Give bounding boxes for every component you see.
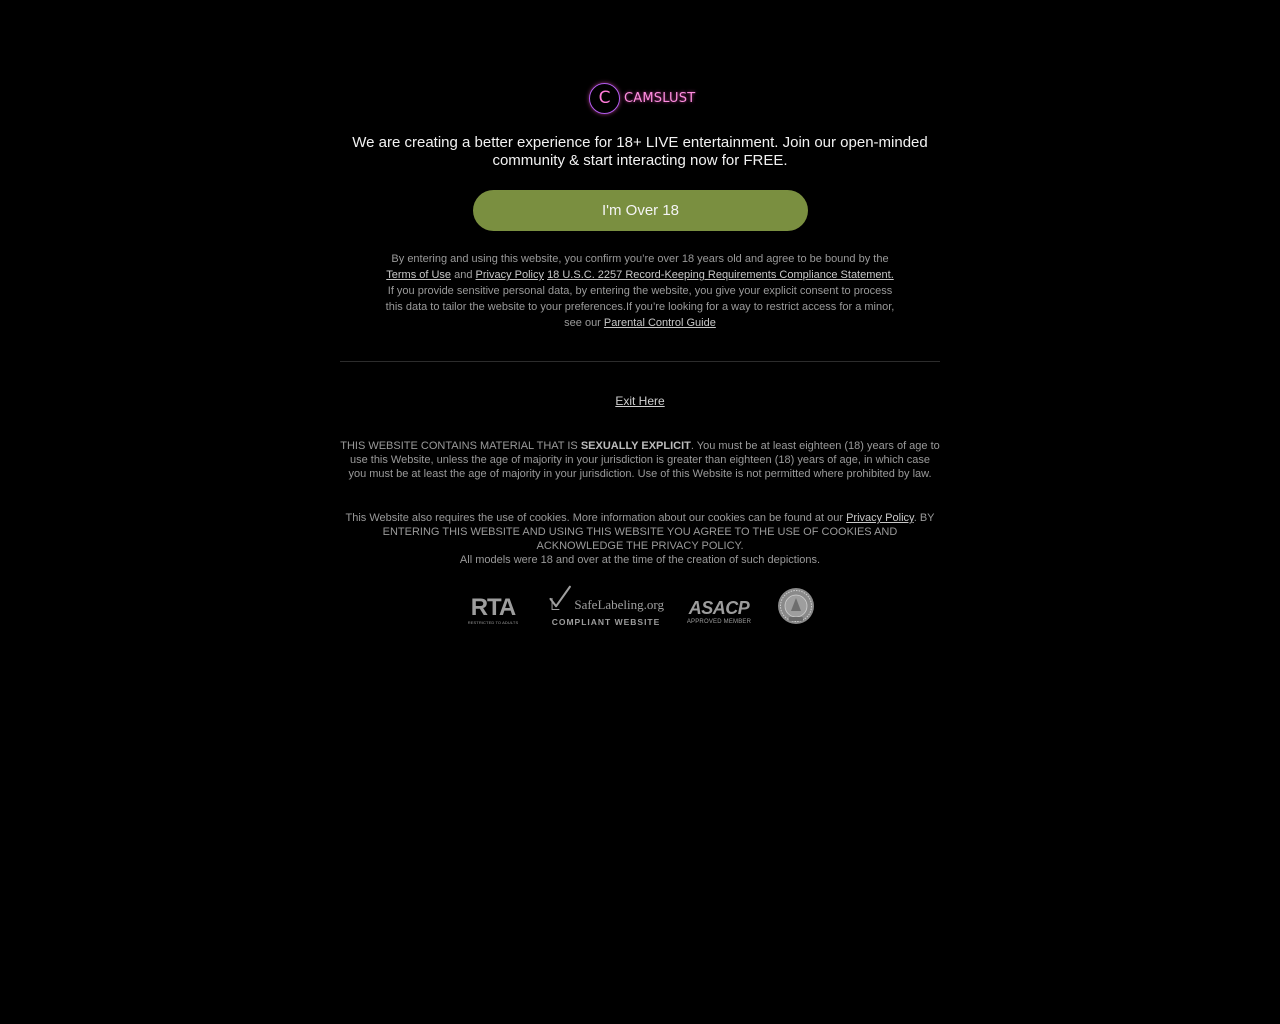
asacp-sub-label: APPROVED MEMBER xyxy=(686,619,752,625)
intro-line-2: community & start interacting now for FREE. xyxy=(492,152,788,169)
rta-sub-label: RESTRICTED TO ADULTS xyxy=(467,620,519,625)
logo-icon: C xyxy=(589,83,620,114)
compliance-badges xyxy=(462,582,822,630)
intro-line-1: We are creating a better experience for 18+ LIVE entertainment. Join our open-minded xyxy=(352,134,928,151)
notice-rest: . You must be at least eighteen (18) years of age to use this Website, unless the age of majority in your jurisdiction is greater than eighteen (18) years of age, in which case you must be at least the age of majority in your jurisdiction. Use of this Website is not permitted where prohibited by law. xyxy=(348,440,940,480)
legal-see-our: see our xyxy=(564,317,601,329)
legal-line-1: By entering and using this website, you confirm you’re over 18 years old and agree to be bound by the xyxy=(391,253,889,265)
asacp-label: ASACP xyxy=(688,598,750,618)
rta-badge[interactable] xyxy=(462,596,524,625)
models-age-statement: All models were 18 and over at the time of the creation of such depictions. xyxy=(459,554,821,566)
brand-logo xyxy=(589,82,695,114)
legal-line-3: If you provide sensitive personal data, by entering the website, you give your explicit consent to process xyxy=(387,285,893,297)
notice-prefix: THIS WEBSITE CONTAINS MATERIAL THAT IS xyxy=(340,440,578,452)
safelabeling-label: SafeLabeling.org xyxy=(574,597,664,612)
exit-link[interactable]: Exit Here xyxy=(615,394,665,408)
cookies-rest: . BY ENTERING THIS WEBSITE AND USING THIS WEBSITE YOU AGREE TO THE USE OF COOKIES AND ACKNOWLEDGE THE PRIVACY POLICY. xyxy=(382,512,935,552)
seal-badge[interactable] xyxy=(777,587,815,625)
parental-control-link[interactable]: Parental Control Guide xyxy=(603,317,716,329)
legal-disclaimer xyxy=(355,251,925,331)
intro-text xyxy=(340,134,940,170)
rta-label: RTA xyxy=(470,594,516,621)
safelabeling-sub-label: COMPLIANT WEBSITE xyxy=(551,617,661,627)
terms-of-use-link[interactable]: Terms of Use xyxy=(386,269,452,281)
checkmark-icon xyxy=(548,582,572,615)
legal-line-4: this data to tailor the website to your preferences.If you’re looking for a way to restrict access for a minor, xyxy=(385,301,895,313)
brand-name: CAMSLUST xyxy=(624,90,696,106)
cookies-notice xyxy=(340,511,940,567)
asacp-badge[interactable] xyxy=(684,598,754,626)
safelabeling-badge[interactable] xyxy=(548,582,664,627)
usc-2257-link[interactable]: 18 U.S.C. 2257 Record-Keeping Requirements Compliance Statement. xyxy=(547,269,894,281)
cookies-prefix: This Website also requires the use of cookies. More information about our cookies can be found at our xyxy=(345,512,843,524)
legal-and: and xyxy=(454,269,473,281)
exit-container xyxy=(540,393,740,409)
cookies-privacy-policy-link[interactable]: Privacy Policy xyxy=(846,512,914,524)
seal-icon xyxy=(777,587,815,625)
over-18-button[interactable]: I'm Over 18 xyxy=(473,190,808,231)
explicit-notice xyxy=(340,439,940,481)
divider xyxy=(340,361,940,362)
privacy-policy-link[interactable]: Privacy Policy xyxy=(475,269,544,281)
notice-emphasis: SEXUALLY EXPLICIT xyxy=(580,440,691,452)
